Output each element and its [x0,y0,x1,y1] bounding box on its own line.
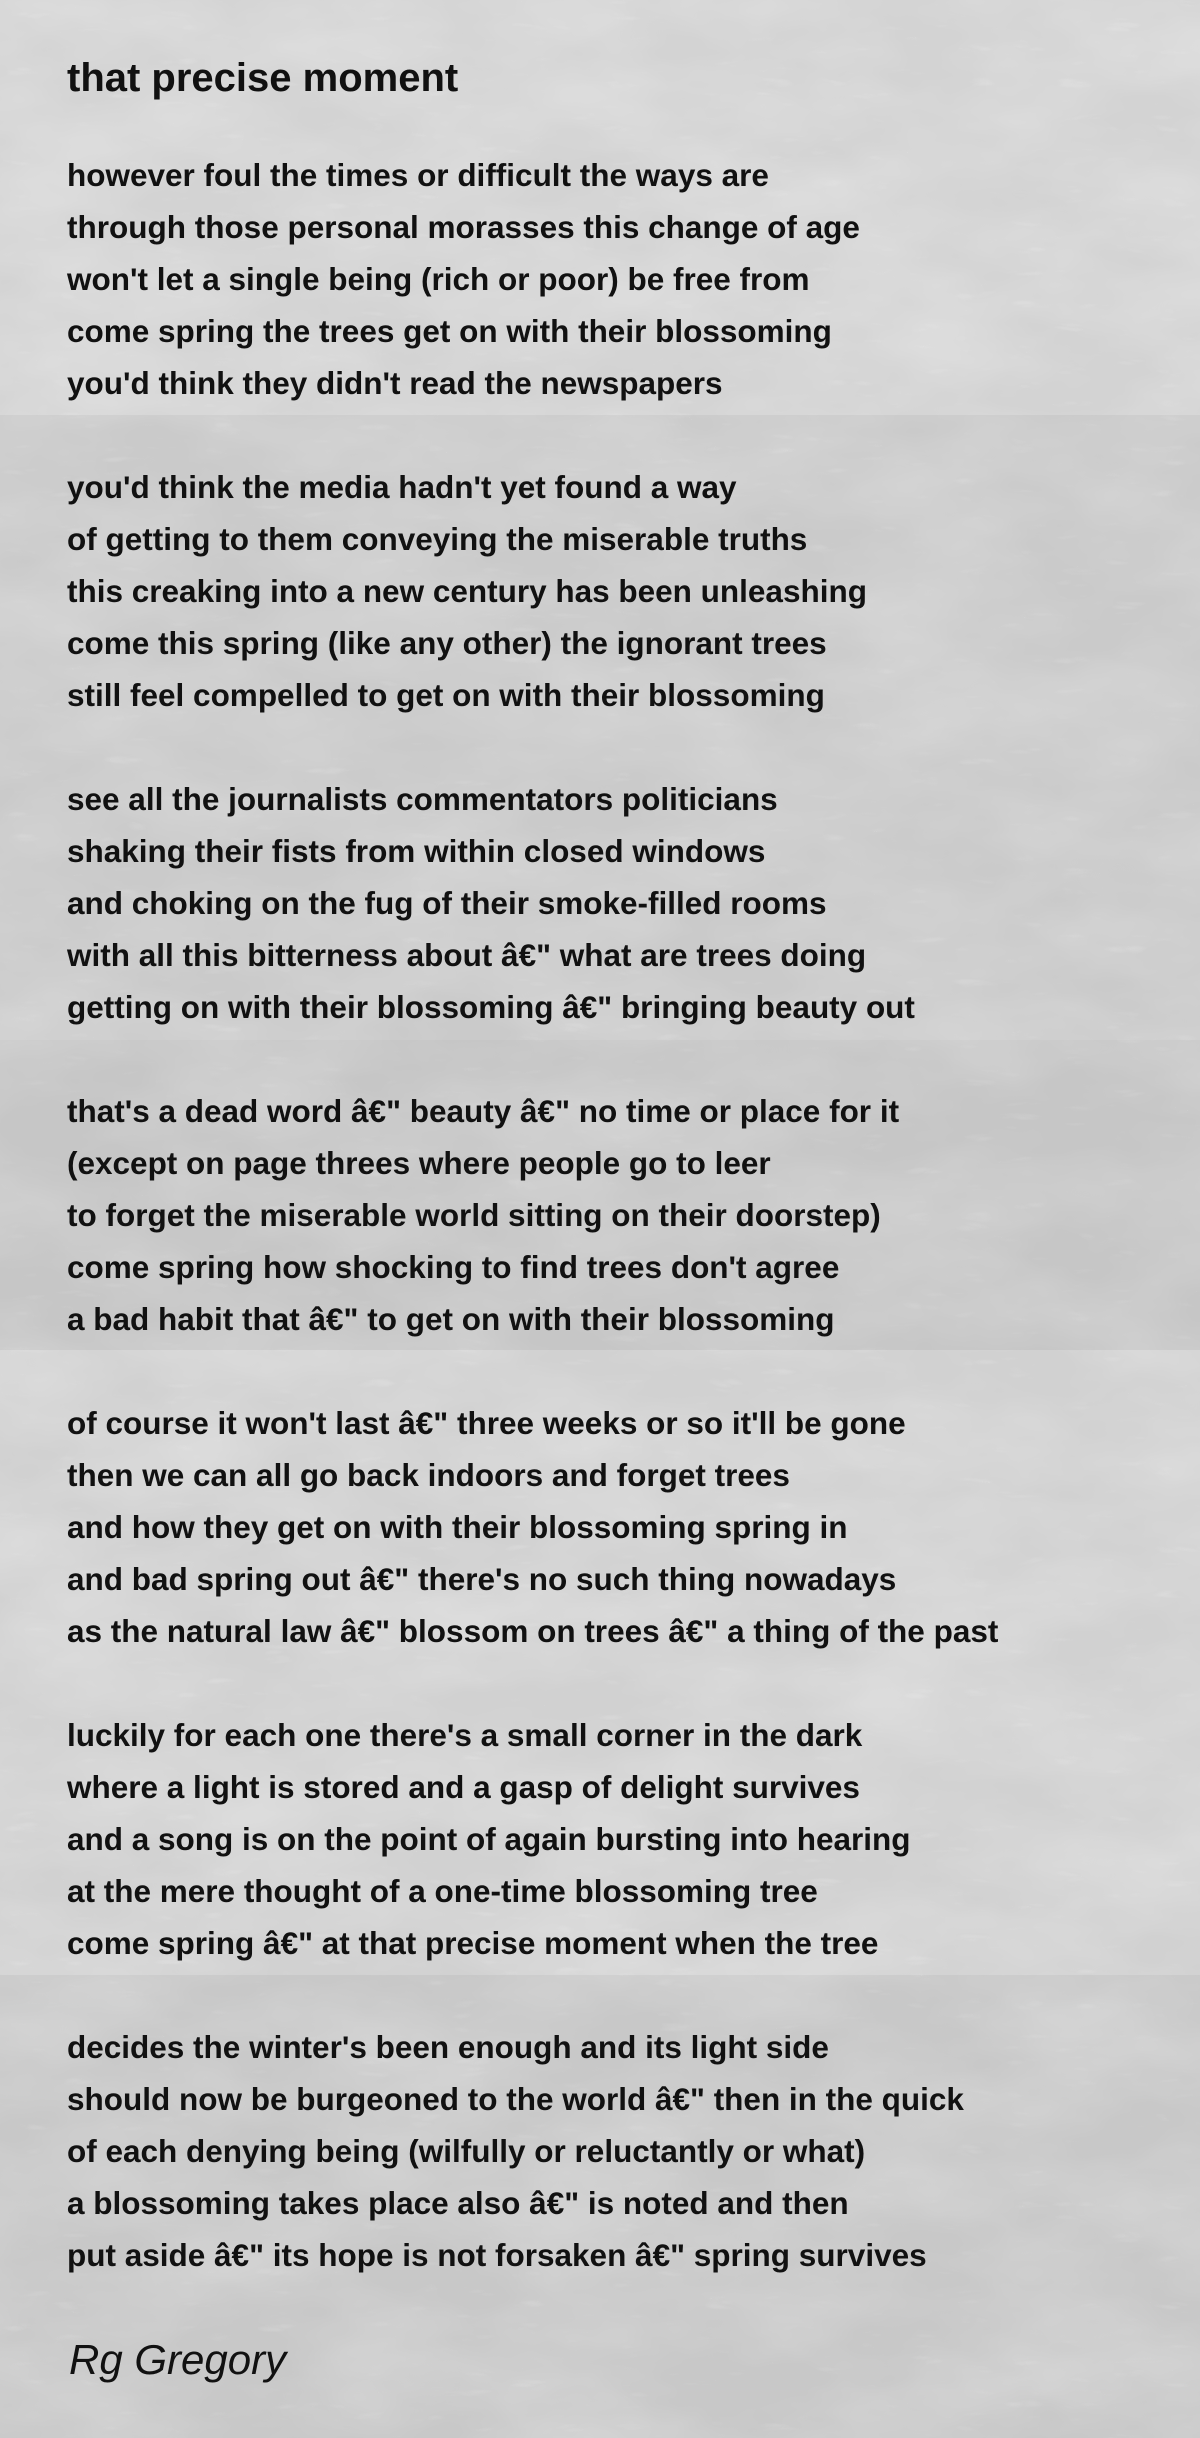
stanza-7 [67,2021,964,2281]
poem-line: as the natural law â€" blossom on trees â€" a thing of the past [67,1613,999,1649]
poem-line: see all the journalists commentators politicians [67,781,778,817]
poem-line: and choking on the fug of their smoke-filled rooms [67,885,827,921]
poem-line: a bad habit that â€" to get on with their blossoming [67,1301,835,1337]
poem-line: still feel compelled to get on with their blossoming [67,677,825,713]
poem-line: shaking their fists from within closed windows [67,833,766,869]
stanza-6 [67,1709,911,1969]
poem-line: getting on with their blossoming â€" bringing beauty out [67,989,915,1025]
stanza-5 [67,1397,998,1657]
poem-line: to forget the miserable world sitting on their doorstep) [67,1197,881,1233]
poem-line: should now be burgeoned to the world â€" then in the quick [67,2081,964,2117]
poem-line: that's a dead word â€" beauty â€" no time or place for it [67,1093,900,1129]
stanza-3 [67,773,915,1033]
stanza-1 [67,149,860,409]
poem-line: this creaking into a new century has been unleashing [67,573,867,609]
poem-line: come spring the trees get on with their blossoming [67,313,832,349]
poem-line: a blossoming takes place also â€" is noted and then [67,2185,849,2221]
poem-line: you'd think the media hadn't yet found a way [67,469,737,505]
poem-line: with all this bitterness about â€" what are trees doing [67,937,867,973]
poem-line: through those personal morasses this change of age [67,209,860,245]
poem-line: where a light is stored and a gasp of delight survives [67,1769,860,1805]
poem-line: decides the winter's been enough and its light side [67,2029,829,2065]
poem-author: Rg Gregory [69,2336,287,2383]
poem-line: luckily for each one there's a small corner in the dark [67,1717,863,1753]
poem-line: put aside â€" its hope is not forsaken â€" spring survives [67,2237,927,2273]
poem-line: of each denying being (wilfully or reluctantly or what) [67,2133,866,2169]
poem-line: and how they get on with their blossoming spring in [67,1509,848,1545]
stanza-4 [67,1085,899,1345]
poem-title: that precise moment [67,56,459,100]
poem-line: won't let a single being (rich or poor) be free from [67,261,810,297]
poem-line: however foul the times or difficult the ways are [67,157,769,193]
poem-line: of getting to them conveying the miserable truths [67,521,808,557]
poem-line: of course it won't last â€" three weeks or so it'll be gone [67,1405,906,1441]
poem-line: and a song is on the point of again bursting into hearing [67,1821,911,1857]
poem-line: come this spring (like any other) the ignorant trees [67,625,827,661]
poem-line: come spring how shocking to find trees don't agree [67,1249,840,1285]
poem-line: you'd think they didn't read the newspapers [67,365,723,401]
poem-line: (except on page threes where people go to leer [67,1145,771,1181]
poem-line: at the mere thought of a one-time blossoming tree [67,1873,818,1909]
poem-line: and bad spring out â€" there's no such thing nowadays [67,1561,897,1597]
poem-line: come spring â€" at that precise moment when the tree [67,1925,879,1961]
poem-line: then we can all go back indoors and forget trees [67,1457,790,1493]
stanza-2 [67,461,867,721]
